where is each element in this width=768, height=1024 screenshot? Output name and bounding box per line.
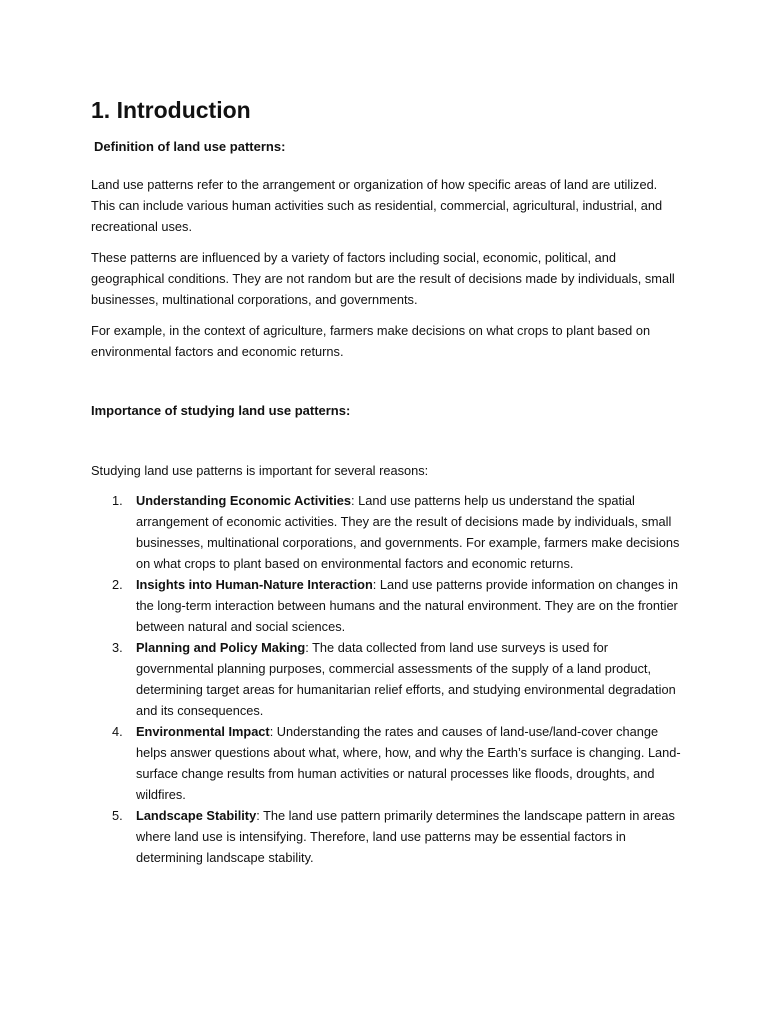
importance-heading: Importance of studying land use patterns:: [91, 403, 351, 418]
reason-number: 3.: [112, 640, 123, 655]
reason-title: Understanding Economic Activities: [136, 493, 351, 508]
reason-text: : The land use pattern primarily determines the landscape pattern in areas where land use is intensifying. Therefore, land use patterns may be essential factors in determining landscape stability.: [136, 808, 675, 865]
reason-title: Environmental Impact: [136, 724, 270, 739]
reasons-intro: Studying land use patterns is important for several reasons:: [91, 463, 429, 478]
section-title: 1. Introduction: [91, 97, 251, 123]
reason-number: 4.: [112, 724, 123, 739]
paragraph-influences: These patterns are influenced by a variety of factors including social, economic, political, and geographical conditions. They are not random but are the result of decisions made by individuals, small businesses, multinational corporations, and governments.: [91, 250, 675, 307]
reason-text: : Land use patterns provide information on changes in the long-term interaction between humans and the natural environment. They are on the frontier between natural and social sciences.: [136, 577, 678, 634]
reasons-list: [91, 490, 681, 868]
document-content: [91, 96, 681, 868]
reason-title: Insights into Human-Nature Interaction: [136, 577, 373, 592]
reason-text: : The data collected from land use surveys is used for governmental planning purposes, commercial assessments of the supply of a land product, determining target areas for humanitarian relief efforts, and studying environmental degradation and its consequences.: [136, 640, 676, 718]
paragraph-definition: Land use patterns refer to the arrangement or organization of how specific areas of land are utilized. This can include various human activities such as residential, commercial, agricultural, industrial, and recreational uses.: [91, 177, 663, 234]
reason-item: [112, 721, 681, 805]
reason-title: Landscape Stability: [136, 808, 257, 823]
paragraph-example: For example, in the context of agriculture, farmers make decisions on what crops to plant based on environmental factors and economic returns.: [91, 323, 651, 359]
reason-text: : Land use patterns help us understand the spatial arrangement of economic activities. They are the result of decisions made by individuals, small businesses, multinational corporations, and governments. For example, farmers make decisions on what crops to plant based on environmental factors and economic returns.: [136, 493, 680, 571]
reason-item: [112, 574, 681, 637]
reason-item: [112, 490, 681, 574]
reason-number: 1.: [112, 493, 123, 508]
reason-item: [112, 637, 681, 721]
reason-title: Planning and Policy Making: [136, 640, 306, 655]
reason-text: : Understanding the rates and causes of land-use/land-cover change helps answer questions about what, where, how, and why the Earth’s surface is changing. Land-surface change results from human activities or natural processes like floods, droughts, and wildfires.: [136, 724, 681, 802]
definition-heading: Definition of land use patterns:: [94, 139, 286, 154]
reason-item: [112, 805, 681, 868]
reason-number: 5.: [112, 808, 123, 823]
reason-number: 2.: [112, 577, 123, 592]
